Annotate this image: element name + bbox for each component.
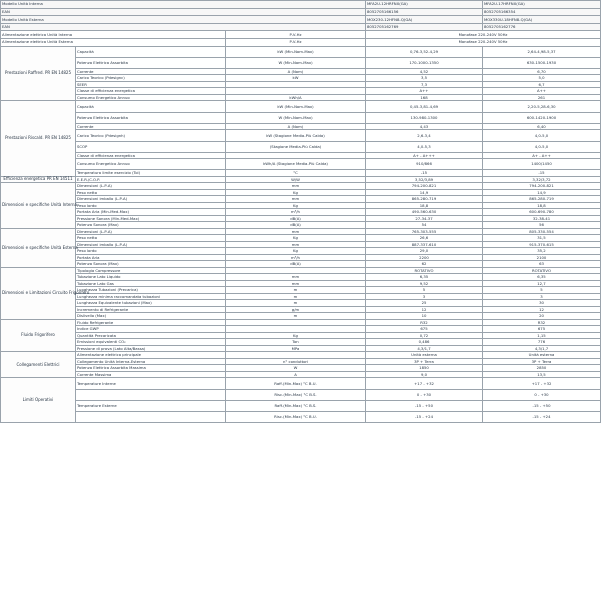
row-label: Consumo Energetico Annuo	[76, 94, 226, 101]
row-unit: kWh/A	[226, 94, 366, 101]
row-unit: kW (Min-Nom-Max)	[226, 46, 366, 57]
row-value-model-2: -15	[483, 170, 601, 177]
row-unit: °C	[226, 170, 366, 177]
section-group-label: Prestazioni Raffred. PR EN 14825	[1, 46, 76, 101]
power-row	[1, 38, 601, 46]
row-unit: Kg	[226, 332, 366, 339]
row-value-model-2: 63	[483, 261, 601, 268]
row-value-model-1: 887-337-610	[366, 241, 483, 248]
row-label: Lunghezza Tubazioni (Precarica)	[76, 287, 226, 294]
header-row	[1, 8, 601, 16]
table-row	[1, 411, 601, 422]
row-value-model-2: 6,7	[483, 81, 601, 88]
row-unit: W (Min-Nom-Max)	[226, 112, 366, 123]
header-row	[1, 1, 601, 9]
row-unit: kW (Min-Nom-Max)	[226, 101, 366, 112]
row-value-model-1: 14,9	[366, 189, 483, 196]
section-group-label: Dimensioni e specifiche Unità Esterna	[1, 228, 76, 267]
row-label: Peso lordo	[76, 248, 226, 255]
row-value-model-1: 54	[366, 222, 483, 229]
row-value-model-2: 12	[483, 306, 601, 313]
row-value-model-2: 2,64-4,98-5,37	[483, 46, 601, 57]
table-row	[1, 389, 601, 400]
row-value-model-1: 10	[366, 313, 483, 320]
row-value-model-1: -15 - +50	[366, 400, 483, 411]
row-value-model-2: A++	[483, 88, 601, 95]
row-label: Dimensioni imballo (L-P-A)	[76, 241, 226, 248]
row-unit: Risc.(Min-Max) °C B.U.	[226, 411, 366, 422]
row-unit: Kg	[226, 235, 366, 242]
row-value-model-2: 1400/1450	[483, 159, 601, 170]
table-row	[1, 57, 601, 68]
row-value-model-1: 62	[366, 261, 483, 268]
section-group-label: Fluido Frigorifero	[1, 319, 76, 352]
row-value-model-1: -15	[366, 170, 483, 177]
header-value: MOX230-12HFN8-Q(GA)	[366, 16, 483, 24]
row-value-model-1: 490-560-630	[366, 209, 483, 216]
row-unit: Ton	[226, 339, 366, 346]
row-value-model-1: 170-1000-1350	[366, 57, 483, 68]
power-label: Alimentazione elettrica Unità Esterna	[1, 38, 226, 46]
row-value-model-2: 56	[483, 222, 601, 229]
table-row	[1, 112, 601, 123]
row-unit: kW (Stagione Media-Più Calda)	[226, 130, 366, 141]
header-label: EAN	[1, 23, 366, 31]
header-value: MFA2U-12HRFNX(GA)	[366, 1, 483, 9]
row-unit: A	[226, 371, 366, 378]
row-label: Dimensioni (L-P-A)	[76, 183, 226, 190]
row-label: Lunghezza minima raccomandata tubazioni	[76, 293, 226, 300]
row-label: Portata Aria	[76, 254, 226, 261]
header-label: Modello Unità Interna	[1, 1, 366, 9]
row-label: Tubazione Lato Liquido	[76, 274, 226, 281]
row-label: Potenza Elettrica Assorbita Massima	[76, 365, 226, 372]
row-value-model-2: 6,40	[483, 123, 601, 130]
row-label: Dimensioni imballo (L-P-A)	[76, 196, 226, 203]
row-label: Potenza Sonora (Max)	[76, 261, 226, 268]
row-value-model-2: ROTATIVO	[483, 267, 601, 274]
header-label: EAN	[1, 8, 366, 16]
row-unit: Kg	[226, 189, 366, 196]
row-value-model-1: R32	[366, 319, 483, 326]
row-label: Lunghezza Equivalente tubazioni (Max)	[76, 300, 226, 307]
row-label	[76, 389, 226, 400]
row-unit: mm	[226, 196, 366, 203]
row-value-model-2: 805-330-554	[483, 228, 601, 235]
row-value-model-2: 12,7	[483, 280, 601, 287]
row-value-model-2: 0 - +30	[483, 389, 601, 400]
row-value-model-1: 6,35	[366, 274, 483, 281]
row-value-model-2: 2850	[483, 365, 601, 372]
row-value-model-1: 4,52	[366, 68, 483, 75]
row-label: Consumo Energetico Annuo	[76, 159, 226, 170]
row-value-model-1: 25	[366, 300, 483, 307]
header-label: Modello Unità Esterna	[1, 16, 366, 24]
row-value-model-1: 2,6-3,4	[366, 130, 483, 141]
row-label: SEER	[76, 81, 226, 88]
row-label: Corrente	[76, 123, 226, 130]
row-value-model-1: 1850	[366, 365, 483, 372]
row-label: Potenza Elettrica Assorbita	[76, 57, 226, 68]
header-value: 8052705166156	[366, 8, 483, 16]
row-unit: Kg	[226, 202, 366, 209]
row-value-model-2: 32-38-41	[483, 215, 601, 222]
row-label: Peso netto	[76, 235, 226, 242]
row-label: Carico Teorico (Pdesignc)	[76, 75, 226, 82]
row-unit: kWh/A (Stagione Media-Più Calda)	[226, 159, 366, 170]
row-unit: MPa	[226, 345, 366, 352]
table-row	[1, 400, 601, 411]
row-label: Collegamento Unità Interna-Esterna	[76, 358, 226, 365]
header-value: MOX330U-18HFN8-Q(GA)	[483, 16, 601, 24]
section-group-label: Dimensioni e specifiche Unità Interna	[1, 183, 76, 229]
row-unit: m	[226, 300, 366, 307]
row-value-model-1: 5	[366, 287, 483, 294]
row-value-model-2: 6,35	[483, 274, 601, 281]
row-value-model-1: 3,5	[366, 75, 483, 82]
row-label: Capacità	[76, 46, 226, 57]
row-label: Pressione Sonora (Min-Med-Max)	[76, 215, 226, 222]
row-value-model-1: Unità esterna	[366, 352, 483, 359]
row-value-model-1: 3,52/3,89	[366, 176, 483, 183]
row-unit: n° conduttori	[226, 358, 366, 365]
row-value-model-2: 4,3/1,7	[483, 345, 601, 352]
row-label: Fluido Refrigerante	[76, 319, 226, 326]
row-value-model-1: 7,3	[366, 81, 483, 88]
row-value-model-1: 168	[366, 94, 483, 101]
row-unit: m	[226, 287, 366, 294]
header-value: 8052705162776	[483, 23, 601, 31]
row-value-model-2: 3	[483, 293, 601, 300]
row-label: Temperatura limite esercizio (Tol)	[76, 170, 226, 177]
row-label	[76, 411, 226, 422]
row-value-model-1: 3P + Terra	[366, 358, 483, 365]
row-unit: (Stagione Media-Più Calda)	[226, 141, 366, 152]
row-label: Peso lordo	[76, 202, 226, 209]
row-label: Quantità Precaricata	[76, 332, 226, 339]
header-row	[1, 16, 601, 24]
row-label: SCOP	[76, 141, 226, 152]
row-value-model-1: 865-280-719	[366, 196, 483, 203]
row-value-model-1: 794-200-821	[366, 183, 483, 190]
power-row	[1, 31, 601, 39]
row-label: Portata Aria (Min-Med-Max)	[76, 209, 226, 216]
row-label: Temperature Interne	[76, 378, 226, 389]
table-row	[1, 159, 601, 170]
row-value-model-2: 13,5	[483, 371, 601, 378]
row-value-model-2: 675	[483, 326, 601, 333]
row-value-model-2: 4,0-5,0	[483, 141, 601, 152]
row-value-model-2: 20	[483, 313, 601, 320]
row-value-model-1: 26,6	[366, 235, 483, 242]
row-label: Corrente Massima	[76, 371, 226, 378]
row-value-model-1: 0,76-3,52-4,29	[366, 46, 483, 57]
row-unit: Raff.(Min-Max) °C B.U.	[226, 378, 366, 389]
table-row	[1, 46, 601, 57]
row-value-model-2: 30	[483, 300, 601, 307]
row-value-model-2: 261	[483, 94, 601, 101]
row-value-model-1: 9,52	[366, 280, 483, 287]
header-row	[1, 23, 601, 31]
row-label: Classe di efficienza energetica	[76, 152, 226, 159]
row-unit: A (Nom)	[226, 123, 366, 130]
header-value: MFA2U-17HRFNX(GA)	[483, 1, 601, 9]
row-value-model-1: 0,486	[366, 339, 483, 346]
row-value-model-1: 765-303-555	[366, 228, 483, 235]
row-label: Dimensioni (L-P-A)	[76, 228, 226, 235]
row-value-model-2: 600-1420-1900	[483, 112, 601, 123]
row-value-model-1: 27-34-37	[366, 215, 483, 222]
header-value: 8052705166354	[483, 8, 601, 16]
row-unit: Risc.(Min-Max) °C B.S.	[226, 389, 366, 400]
section-group-label: Limiti Operativi	[1, 378, 76, 423]
row-unit: dB(A)	[226, 222, 366, 229]
row-value-model-2: 31,5	[483, 235, 601, 242]
row-value-model-2: +17 - +32	[483, 378, 601, 389]
row-label: Potenza Elettrica Assorbita	[76, 112, 226, 123]
row-value-model-2: 5	[483, 287, 601, 294]
section-group-label: Dimensioni e Limitazioni Circuito Frigorifero	[1, 267, 76, 319]
row-value-model-1: +17 - +32	[366, 378, 483, 389]
row-value-model-1: 18,8	[366, 202, 483, 209]
section-group-label: Collegamenti Elettrici	[1, 352, 76, 378]
row-unit: W/W	[226, 176, 366, 183]
row-value-model-2: 35,2	[483, 248, 601, 255]
row-label: Tipologia Compressore	[76, 267, 226, 274]
row-unit: m	[226, 313, 366, 320]
power-value: Monofase 220-240V 50Hz	[366, 31, 601, 39]
row-value-model-1: 2200	[366, 254, 483, 261]
row-label: Potenza Sonora (Max)	[76, 222, 226, 229]
table-row	[1, 141, 601, 152]
power-value: Monofase 220-240V 50Hz	[366, 38, 601, 46]
row-unit: mm	[226, 274, 366, 281]
row-value-model-2: 14,9	[483, 189, 601, 196]
row-value-model-1: ROTATIVO	[366, 267, 483, 274]
row-unit: dB(A)	[226, 215, 366, 222]
row-label: Tubazione Lato Gas	[76, 280, 226, 287]
row-label: Dislivello (Max)	[76, 313, 226, 320]
row-unit: Raff.(Min-Max) °C B.S.	[226, 400, 366, 411]
row-unit: mm	[226, 183, 366, 190]
row-label: Corrente	[76, 68, 226, 75]
row-value-model-1: A+ - A+++	[366, 152, 483, 159]
row-value-model-2: 4,0-5,0	[483, 130, 601, 141]
power-label: Alimentazione elettrica Unità Interna	[1, 31, 226, 39]
row-unit: m³/h	[226, 254, 366, 261]
row-value-model-2: 776	[483, 339, 601, 346]
row-value-model-1: 0,45-3,81-4,69	[366, 101, 483, 112]
row-unit: W (Min-Nom-Max)	[226, 57, 366, 68]
table-row	[1, 101, 601, 112]
row-value-model-2: -15 - +50	[483, 400, 601, 411]
row-label: Alimentazione elettrica principale	[76, 352, 226, 359]
row-value-model-1: 9,0	[366, 371, 483, 378]
row-value-model-2: -15 - +24	[483, 411, 601, 422]
row-label: Emissioni equivalenti CO₂	[76, 339, 226, 346]
row-value-model-1: 675	[366, 326, 483, 333]
row-label: Incremento di Refrigerante	[76, 306, 226, 313]
row-label: Indice GWP	[76, 326, 226, 333]
row-unit: dB(A)	[226, 261, 366, 268]
row-value-model-2: 3P + Terra	[483, 358, 601, 365]
row-value-model-2: Unità esterna	[483, 352, 601, 359]
power-unit: P-V-Hz	[226, 31, 366, 39]
row-value-model-2: 600-690-780	[483, 209, 601, 216]
row-value-model-2: 865-280-719	[483, 196, 601, 203]
row-unit: mm	[226, 241, 366, 248]
row-unit: A (Nom)	[226, 68, 366, 75]
row-value-model-2: 18,8	[483, 202, 601, 209]
row-unit: mm	[226, 228, 366, 235]
row-value-model-2: 5,0	[483, 75, 601, 82]
row-value-model-1: A++	[366, 88, 483, 95]
row-value-model-2: R32	[483, 319, 601, 326]
table-row	[1, 130, 601, 141]
row-value-model-2: 3,32/3,72	[483, 176, 601, 183]
section-group-label: Prestazioni Riscald. PR EN 14825	[1, 101, 76, 176]
row-label: Capacità	[76, 101, 226, 112]
row-label: Pressione di prova (Lato Alta/Bassa)	[76, 345, 226, 352]
row-value-model-1: 4,0-5,3	[366, 141, 483, 152]
row-value-model-2: 630-1500-1930	[483, 57, 601, 68]
row-value-model-1: -15 - +24	[366, 411, 483, 422]
row-value-model-1: 910/866	[366, 159, 483, 170]
row-value-model-1: 4,43	[366, 123, 483, 130]
row-value-model-1: 0 - +30	[366, 389, 483, 400]
row-value-model-2: 915-370-615	[483, 241, 601, 248]
row-label: E.E.R./C.O.P.	[76, 176, 226, 183]
row-label: Temperature Esterne	[76, 400, 226, 411]
row-value-model-2: 794-200-821	[483, 183, 601, 190]
row-value-model-2: 6,70	[483, 68, 601, 75]
row-unit: kW	[226, 75, 366, 82]
row-unit: mm	[226, 280, 366, 287]
row-unit: Kg	[226, 248, 366, 255]
row-value-model-1: 4,3/1,7	[366, 345, 483, 352]
header-value: 8052705162769	[366, 23, 483, 31]
row-value-model-1: 130-980-1300	[366, 112, 483, 123]
power-unit: P-V-Hz	[226, 38, 366, 46]
row-unit: m	[226, 293, 366, 300]
row-unit: g/m	[226, 306, 366, 313]
row-value-model-1: 0,72	[366, 332, 483, 339]
row-label: Classe di efficienza energetica	[76, 88, 226, 95]
row-unit: m³/h	[226, 209, 366, 216]
row-unit: W	[226, 365, 366, 372]
row-value-model-1: 12	[366, 306, 483, 313]
row-value-model-1: 3	[366, 293, 483, 300]
row-value-model-2: A+ - A++	[483, 152, 601, 159]
row-value-model-2: 1,15	[483, 332, 601, 339]
row-label: Carico Teorico (Pdesignh)	[76, 130, 226, 141]
row-value-model-2: 2,20-5,28-6,30	[483, 101, 601, 112]
section-group-label: Efficienza energetica PR EN 14511	[1, 176, 76, 183]
row-label: Peso netto	[76, 189, 226, 196]
row-value-model-2: 2100	[483, 254, 601, 261]
row-value-model-1: 29,0	[366, 248, 483, 255]
table-row	[1, 378, 601, 389]
